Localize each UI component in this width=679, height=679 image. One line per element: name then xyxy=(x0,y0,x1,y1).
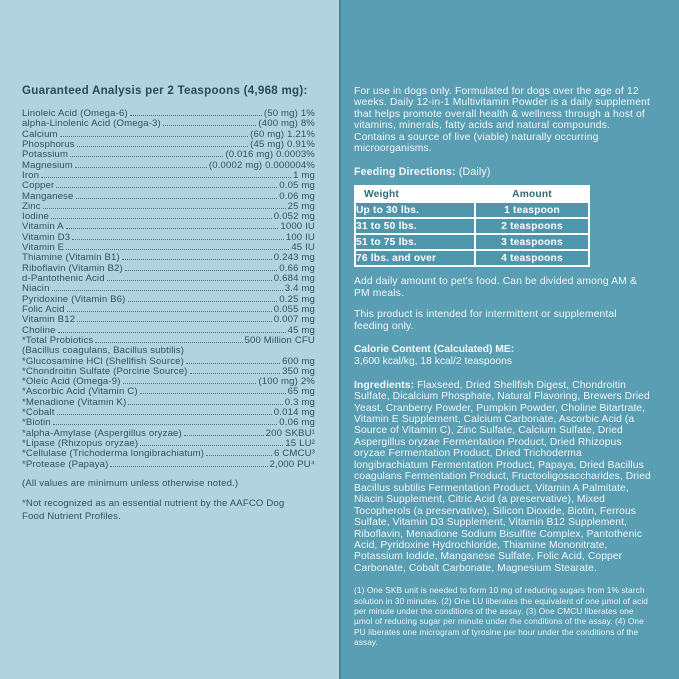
analysis-item-name: Calcium xyxy=(22,128,58,140)
amount-cell: 3 teaspoons xyxy=(475,234,589,250)
feeding-table-row xyxy=(355,202,589,218)
analysis-item-value: 100 IU xyxy=(285,231,315,243)
analysis-item-value: 0.052 mg xyxy=(273,211,315,223)
analysis-item-name: alpha-Linolenic Acid (Omega-3) xyxy=(22,118,161,130)
analysis-item-name: Thiamine (Vitamin B1) xyxy=(22,252,120,264)
dotted-leader xyxy=(57,414,272,415)
analysis-item-name: Potassium xyxy=(22,149,69,161)
analysis-item-name: Pyridoxine (Vitamin B6) xyxy=(22,293,126,305)
dotted-leader xyxy=(41,177,291,178)
dotted-leader xyxy=(75,167,207,168)
analysis-item-name: Zinc xyxy=(22,200,41,212)
dotted-leader xyxy=(123,383,257,384)
directions-panel xyxy=(339,0,679,679)
intermittent-feeding-paragraph: This product is intended for intermittent or supplemental feeding only. xyxy=(354,309,617,332)
dotted-leader xyxy=(70,156,223,157)
analysis-item-name: Iodine xyxy=(22,211,50,223)
dotted-leader xyxy=(66,249,289,250)
analysis-item xyxy=(22,315,315,325)
feeding-directions-label: Feeding Directions: xyxy=(354,166,456,179)
dotted-leader xyxy=(77,146,248,147)
dotted-leader xyxy=(110,466,267,467)
analysis-item xyxy=(22,346,315,356)
amount-cell: 4 teaspoons xyxy=(475,250,589,266)
guaranteed-analysis-list xyxy=(22,109,315,470)
dotted-leader xyxy=(184,435,264,436)
add-daily-paragraph: Add daily amount to pet's food. Can be divided among AM & PM meals. xyxy=(354,276,637,299)
feeding-directions-daily: (Daily) xyxy=(455,166,491,179)
dotted-leader xyxy=(60,136,248,137)
ingredients-label: Ingredients: xyxy=(354,379,415,391)
dotted-leader xyxy=(122,259,272,260)
calorie-content-block xyxy=(354,344,651,368)
analysis-item xyxy=(22,295,315,305)
dotted-leader xyxy=(52,290,283,291)
analysis-item-value: 0.66 mg xyxy=(279,262,315,274)
analysis-item-name: Iron xyxy=(22,169,40,181)
analysis-item-value: 0.007 mg xyxy=(273,314,315,326)
weight-cell: 31 to 50 lbs. xyxy=(355,218,475,234)
feeding-directions-heading xyxy=(354,166,651,178)
intro-paragraph: For use in dogs only. Formulated for dogs over the age of 12 weeks. Daily 12-in-1 Multivitamin Powder is a daily supplement that helps promote overall health & wellness through a host of vitamins, minerals, fatty acids and natural compounds. Contains a source of live (viable) naturally occurring microorganisms. xyxy=(354,86,651,155)
calorie-content-heading: Calorie Content (Calculated) ME: xyxy=(354,344,515,356)
analysis-item-name: *Biotin xyxy=(22,417,51,429)
guaranteed-analysis-heading: Guaranteed Analysis per 2 Teaspoons (4,968 mg): xyxy=(22,84,308,97)
dotted-leader xyxy=(140,393,286,394)
analysis-item-value: (0.016 mg) 0.0003% xyxy=(225,149,315,161)
analysis-item-name: Folic Acid xyxy=(22,303,65,315)
analysis-item-value: 65 mg xyxy=(287,386,315,398)
analysis-item-value: 45 mg xyxy=(287,324,315,336)
analysis-item-name: Copper xyxy=(22,180,55,192)
analysis-item xyxy=(22,460,315,470)
dotted-leader xyxy=(128,404,282,405)
analysis-item-value: (100 mg) 2% xyxy=(258,376,315,388)
analysis-item-value: (60 mg) 1.21% xyxy=(250,128,315,140)
weight-column-header: Weight xyxy=(355,186,475,202)
analysis-item-value: 1000 IU xyxy=(280,221,315,233)
enzyme-unit-footnotes: (1) One SKB unit is needed to form 10 mg of reducing sugars from 1% starch solution in 30 minutes. (2) One LU liberates the equivalent of one µmol of acid per minute under the conditions of the assay. (3) One CMCU liberates one µmol of reducing sugar per minute under the conditions of the assay. (4) One PU liberates one microgram of tyrosine per hour under the conditions of the assay. xyxy=(354,585,649,648)
weight-cell: Up to 30 lbs. xyxy=(355,202,475,218)
analysis-item-name: *Cobalt xyxy=(22,407,55,419)
guaranteed-analysis-panel xyxy=(0,0,339,679)
dotted-leader xyxy=(130,115,262,116)
analysis-item xyxy=(22,161,315,171)
analysis-item xyxy=(22,192,315,202)
feeding-table-row xyxy=(355,250,589,266)
analysis-item-name: *Protease (Papaya) xyxy=(22,458,109,470)
calorie-content-value: 3,600 kcal/kg, 18 kcal/2 teaspoons xyxy=(354,355,512,367)
dotted-leader xyxy=(72,239,284,240)
dotted-leader xyxy=(66,228,279,229)
analysis-item-value: (45 mg) 0.91% xyxy=(250,138,315,150)
dotted-leader xyxy=(56,187,277,188)
analysis-item-name: Linoleic Acid (Omega-6) xyxy=(22,108,128,119)
analysis-item xyxy=(22,202,315,212)
analysis-item-value: 350 mg xyxy=(282,365,315,377)
feeding-table-body xyxy=(355,202,589,266)
dotted-leader xyxy=(140,445,283,446)
dotted-leader xyxy=(190,373,281,374)
analysis-item-name: Vitamin E xyxy=(22,242,65,254)
analysis-item-value: 0.014 mg xyxy=(273,407,315,419)
ingredients-text: Flaxseed, Dried Shellfish Digest, Chondroitin Sulfate, Dicalcium Phosphate, Natural Flavoring, Brewers Dried Yeast, Cranberry Powder, Pumpkin Powder, Choline Bitartrate, Vitamin E Supplement, Calcium Carbonate, Ascorbic Acid (a Source of Vitamin C), Zinc Sulfate, Calcium Sulfate, Dried Aspergillus oryzae Fermentation Product, Dried Rhizopus oryzae Fermentation Product, Dried Trichoderma longibrachiatum Fermentation Product, Papaya, Dried Bacillus coagulans Fermentation Product, Fructooligosaccharides, Dried Bacillus subtilis Fermentation Product, Vitamin A Palmitate, Niacin Supplement, Citric Acid (a preservative), Mixed Tocopherols (a preservative), Silicon Dioxide, Biotin, Ferrous Sulfate, Vitamin D3 Supplement, Vitamin B12 Supplement, Riboflavin, Menadione Sodium Bisulfite Complex, Pantothenic Acid, Pyridoxine Hydrochloride, Thiamine Mononitrate, Potassium Iodide, Manganese Sulfate, Folic Acid, Copper Carbonate, Cobalt Carbonate, Magnesium Stearate. xyxy=(354,379,651,574)
dotted-leader xyxy=(43,208,286,209)
analysis-item-value: 600 mg xyxy=(282,355,315,367)
analysis-item-name: *Ascorbic Acid (Vitamin C) xyxy=(22,386,138,398)
analysis-item-value: 2,000 PU⁴ xyxy=(269,458,315,470)
dotted-leader xyxy=(77,321,272,322)
aafco-note: *Not recognized as an essential nutrient by the AAFCO Dog Food Nutrient Profiles. xyxy=(22,498,285,522)
analysis-item-name: Vitamin D3 xyxy=(22,231,71,243)
analysis-item-value: 1 mg xyxy=(293,169,315,181)
dotted-leader xyxy=(76,198,278,199)
analysis-item xyxy=(22,398,315,408)
analysis-item-name: d-Pantothenic Acid xyxy=(22,273,105,284)
weight-cell: 51 to 75 lbs. xyxy=(355,234,475,250)
analysis-item xyxy=(22,171,315,181)
analysis-item-value: 0.684 mg xyxy=(273,273,315,284)
feeding-table-row xyxy=(355,234,589,250)
feeding-table-row xyxy=(355,218,589,234)
analysis-item-value: 0.055 mg xyxy=(273,303,315,315)
analysis-item-value: 0.06 mg xyxy=(279,190,315,202)
analysis-item-value: (400 mg) 8% xyxy=(258,118,315,130)
dotted-leader xyxy=(67,311,272,312)
analysis-item-value: 3.4 mg xyxy=(284,283,315,295)
analysis-item-value: 25 mg xyxy=(287,200,315,212)
analysis-item xyxy=(22,212,315,222)
feeding-directions-table xyxy=(354,185,590,267)
dotted-leader xyxy=(125,270,277,271)
analysis-item-value: 15 LU² xyxy=(285,438,315,449)
analysis-item-value: (0.0002 mg) 0.000004% xyxy=(208,159,315,171)
dotted-leader xyxy=(58,332,286,333)
analysis-item-value: 45 IU xyxy=(291,242,315,254)
analysis-item-name: *Glucosamine HCl (Shellfish Source) xyxy=(22,355,185,367)
dotted-leader xyxy=(95,342,242,343)
analysis-item-value: 500 Million CFU xyxy=(244,334,315,346)
analysis-item-name: Choline xyxy=(22,324,56,336)
analysis-item-value: 0.3 mg xyxy=(284,396,315,408)
minimum-values-note: (All values are minimum unless otherwise noted.) xyxy=(22,477,239,489)
analysis-item-value: 0.05 mg xyxy=(279,180,315,192)
analysis-item-name: *Menadione (Vitamin K) xyxy=(22,396,127,408)
analysis-item-name: Phosphorus xyxy=(22,138,75,150)
analysis-item-value: 0.06 mg xyxy=(279,417,315,429)
analysis-item-name: Riboflavin (Vitamin B2) xyxy=(22,262,123,274)
dotted-leader xyxy=(128,301,278,302)
analysis-item xyxy=(22,233,315,243)
amount-column-header: Amount xyxy=(475,186,589,202)
analysis-item-value: (50 mg) 1% xyxy=(263,108,315,119)
analysis-item-value: 0.25 mg xyxy=(279,293,315,305)
analysis-item-name: (Bacillus coagulans, Bacillus subtilis) xyxy=(22,345,185,357)
dotted-leader xyxy=(51,218,272,219)
dotted-leader xyxy=(186,363,280,364)
analysis-item-name: Vitamin B12 xyxy=(22,314,76,326)
analysis-item-name: *Cellulase (Trichoderma longibrachiatum) xyxy=(22,448,205,460)
feeding-table-header-row xyxy=(355,186,589,202)
amount-cell: 2 teaspoons xyxy=(475,218,589,234)
dotted-leader xyxy=(53,424,277,425)
analysis-item-name: *alpha-Amylase (Aspergillus oryzae) xyxy=(22,427,182,439)
analysis-item-name: *Total Probiotics xyxy=(22,334,94,346)
analysis-item-name: Niacin xyxy=(22,283,50,295)
analysis-item-name: *Oleic Acid (Omega-9) xyxy=(22,376,121,388)
dotted-leader xyxy=(163,125,257,126)
amount-cell: 1 teaspoon xyxy=(475,202,589,218)
dotted-leader xyxy=(107,280,272,281)
analysis-item-name: Magnesium xyxy=(22,159,73,171)
analysis-item-name: Vitamin A xyxy=(22,221,64,233)
weight-cell: 76 lbs. and over xyxy=(355,250,475,266)
analysis-item xyxy=(22,274,315,284)
analysis-item xyxy=(22,408,315,418)
analysis-item-name: *Lipase (Rhizopus oryzae) xyxy=(22,438,139,449)
analysis-item-value: 200 SKBU¹ xyxy=(265,427,315,439)
analysis-item-name: Manganese xyxy=(22,190,74,202)
dotted-leader xyxy=(206,455,272,456)
analysis-item-name: *Chondroitin Sulfate (Porcine Source) xyxy=(22,365,188,377)
analysis-item xyxy=(22,181,315,191)
analysis-item-value: 6 CMCU³ xyxy=(273,448,315,460)
ingredients-paragraph xyxy=(354,380,651,575)
analysis-item-value: 0.243 mg xyxy=(273,252,315,264)
